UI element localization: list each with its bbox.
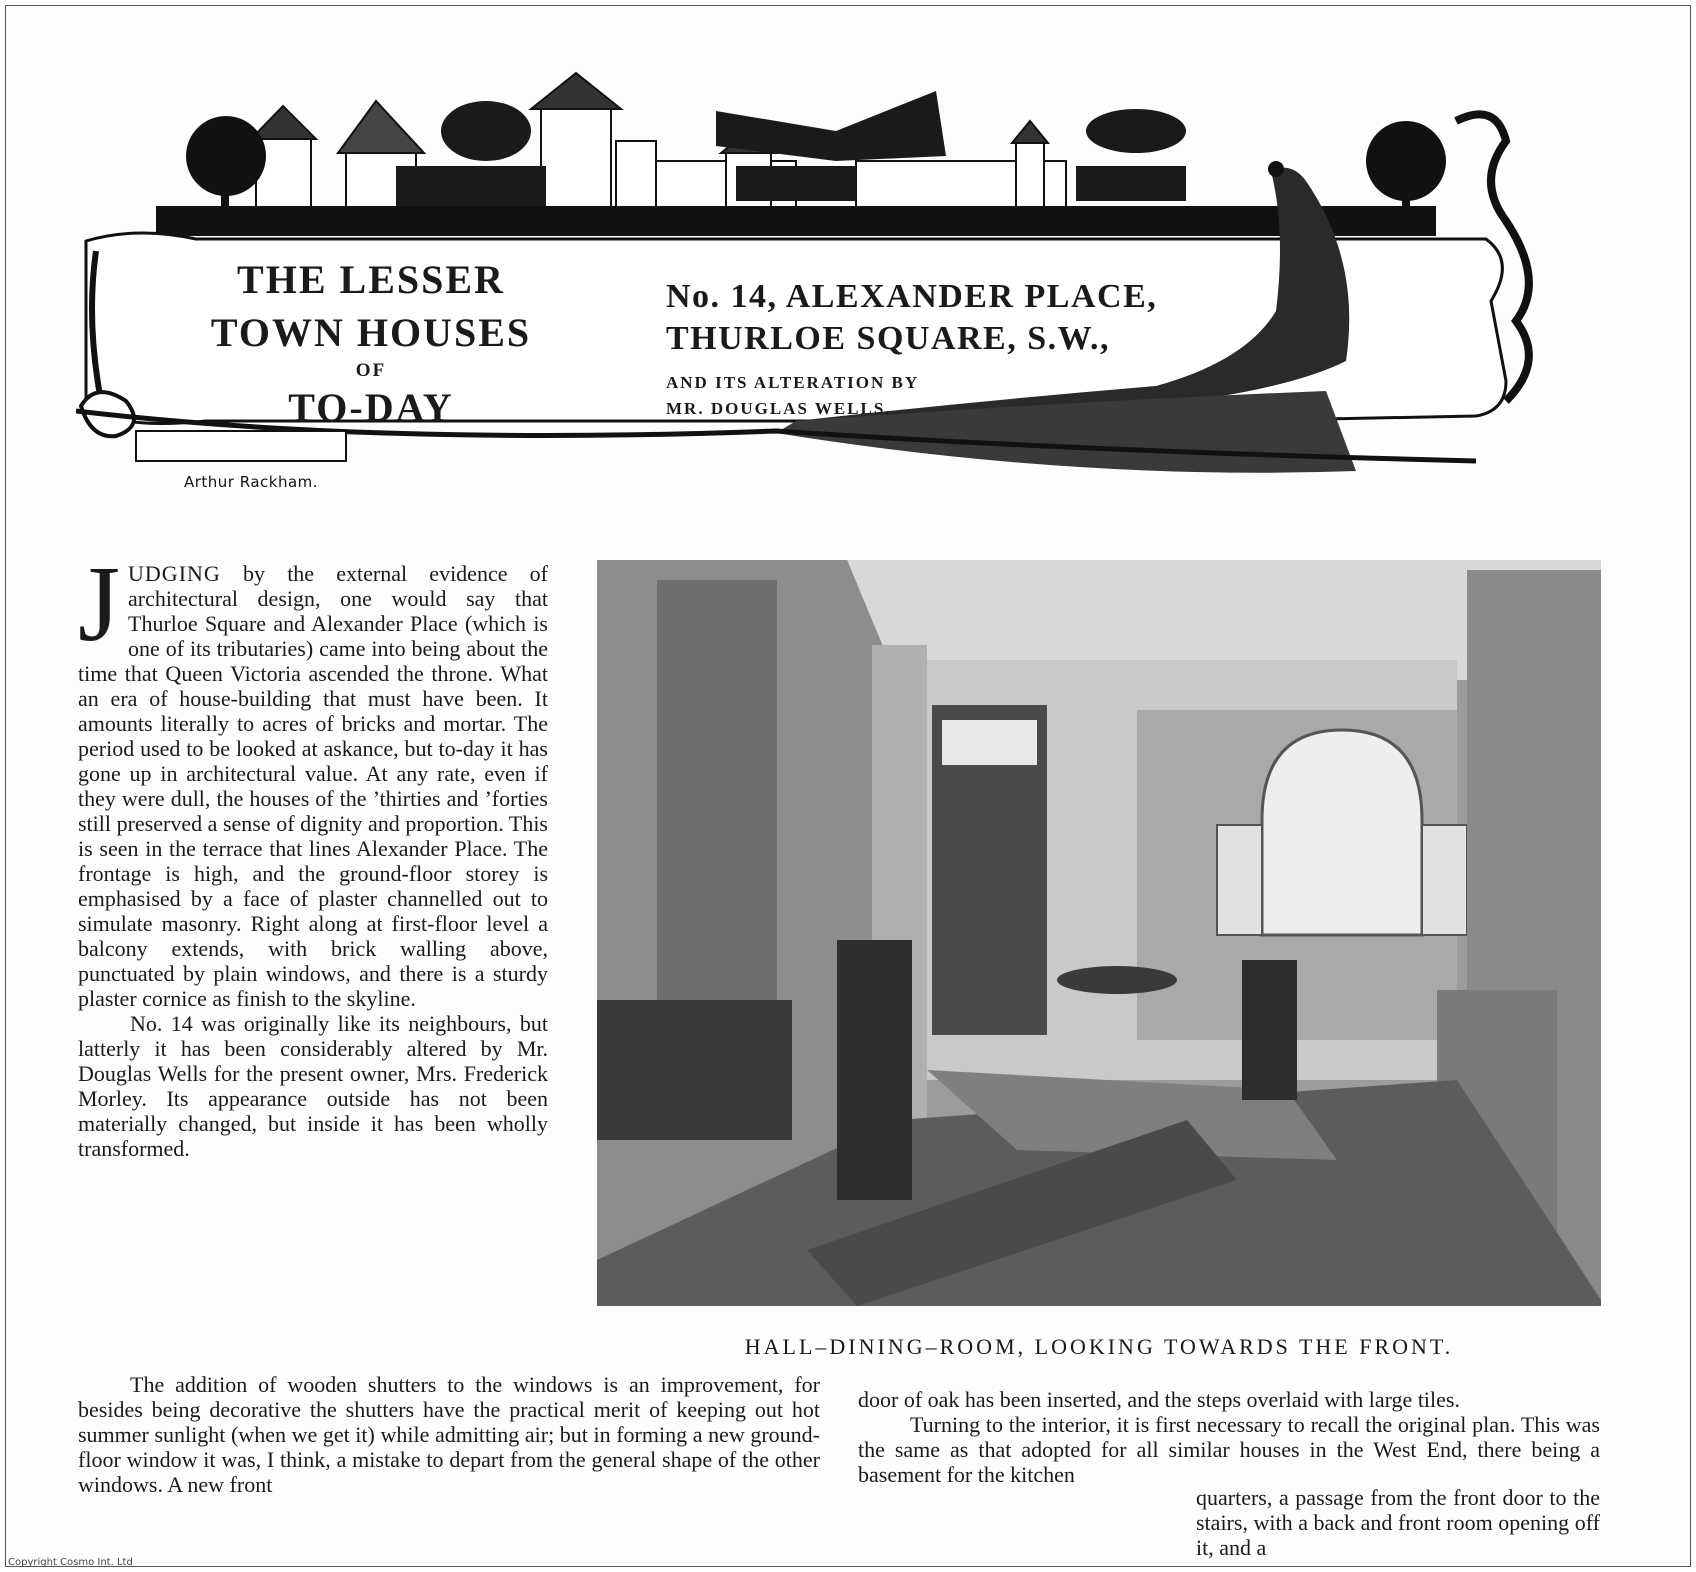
- series-line-2: TOWN HOUSES: [210, 310, 532, 355]
- article-title: [666, 276, 1226, 422]
- paragraph-3-part-1: The addition of wooden shutters to the windows is an improvement, for besides being decorative the shutters have the practical merit of keeping out hot summer sunlight (when we get it) while admitting air; but in forming a new ground-floor window it was, I think, a mistake to depart from the general shape of the other windows. A new front: [78, 1372, 820, 1497]
- article-column-2: [858, 1387, 1600, 1487]
- hall-dining-room-photo: [597, 560, 1601, 1306]
- paragraph-4-part-2: quarters, a passage from the front door to the stairs, with a back and front room opening off it, and a: [1196, 1485, 1600, 1560]
- series-title: [186, 256, 556, 431]
- photo-illustration: [597, 560, 1601, 1306]
- magazine-page: [5, 5, 1691, 1567]
- photo-caption: HALL–DINING–ROOM, LOOKING TOWARDS THE FRONT.: [744, 1334, 1454, 1359]
- drop-cap: J: [78, 545, 121, 664]
- article-column-1-continued: [78, 1372, 820, 1497]
- title-line-2: THURLOE SQUARE, S.W.,: [666, 320, 1111, 357]
- artist-signature: Arthur Rackham.: [183, 473, 319, 491]
- lead-in: UDGING: [128, 561, 221, 586]
- series-line-4: TO-DAY: [288, 385, 454, 430]
- series-line-1: THE LESSER: [237, 257, 505, 302]
- title-line-1: No. 14, ALEXANDER PLACE,: [666, 278, 1158, 315]
- decorative-header: [76, 61, 1606, 531]
- article-column-1: [78, 545, 548, 1161]
- paragraph-2: No. 14 was originally like its neighbours, but latterly it has been considerably altered by Mr. Douglas Wells for the present owner, Mrs. Frederick Morley. Its appearance outside has not been materially changed, but inside it has been wholly transformed.: [78, 1011, 548, 1161]
- copyright-notice: Copyright Cosmo Int. Ltd: [8, 1557, 133, 1568]
- paragraph-1: [78, 545, 548, 1011]
- paragraph-3-part-2: door of oak has been inserted, and the steps overlaid with large tiles.: [858, 1387, 1460, 1412]
- article-column-3: [1196, 1485, 1600, 1560]
- subtitle-line-2: MR. DOUGLAS WELLS.: [666, 399, 892, 418]
- paragraph-1-text: by the external evidence of architectural design, one would say that Thurloe Square and Alexander Place (which is one of its tributaries) came into being about the time that Queen Victoria ascended the throne. What an era of house-building that must have been. It amounts literally to acres of bricks and mortar. The period used to be looked at askance, but to-day it has gone up in architectural value. At any rate, even if they were dull, the houses of the ’thirties and ’forties still preserved a sense of dignity and proportion. This is seen in the terrace that lines Alexander Place. The frontage is high, and the ground-floor storey is emphasised by a face of plaster channelled out to simulate masonry. Right along at first-floor level a balcony extends, with brick walling above, punctuated by plain windows, and there is a sturdy plaster cornice as finish to the skyline.: [78, 561, 548, 1011]
- series-line-3: OF: [355, 360, 387, 381]
- paragraph-4-part-1: Turning to the interior, it is first necessary to recall the original plan. This was the same as that adopted for all similar houses in the West End, there being a basement for the kitchen: [858, 1412, 1600, 1487]
- subtitle-line-1: AND ITS ALTERATION BY: [666, 373, 920, 392]
